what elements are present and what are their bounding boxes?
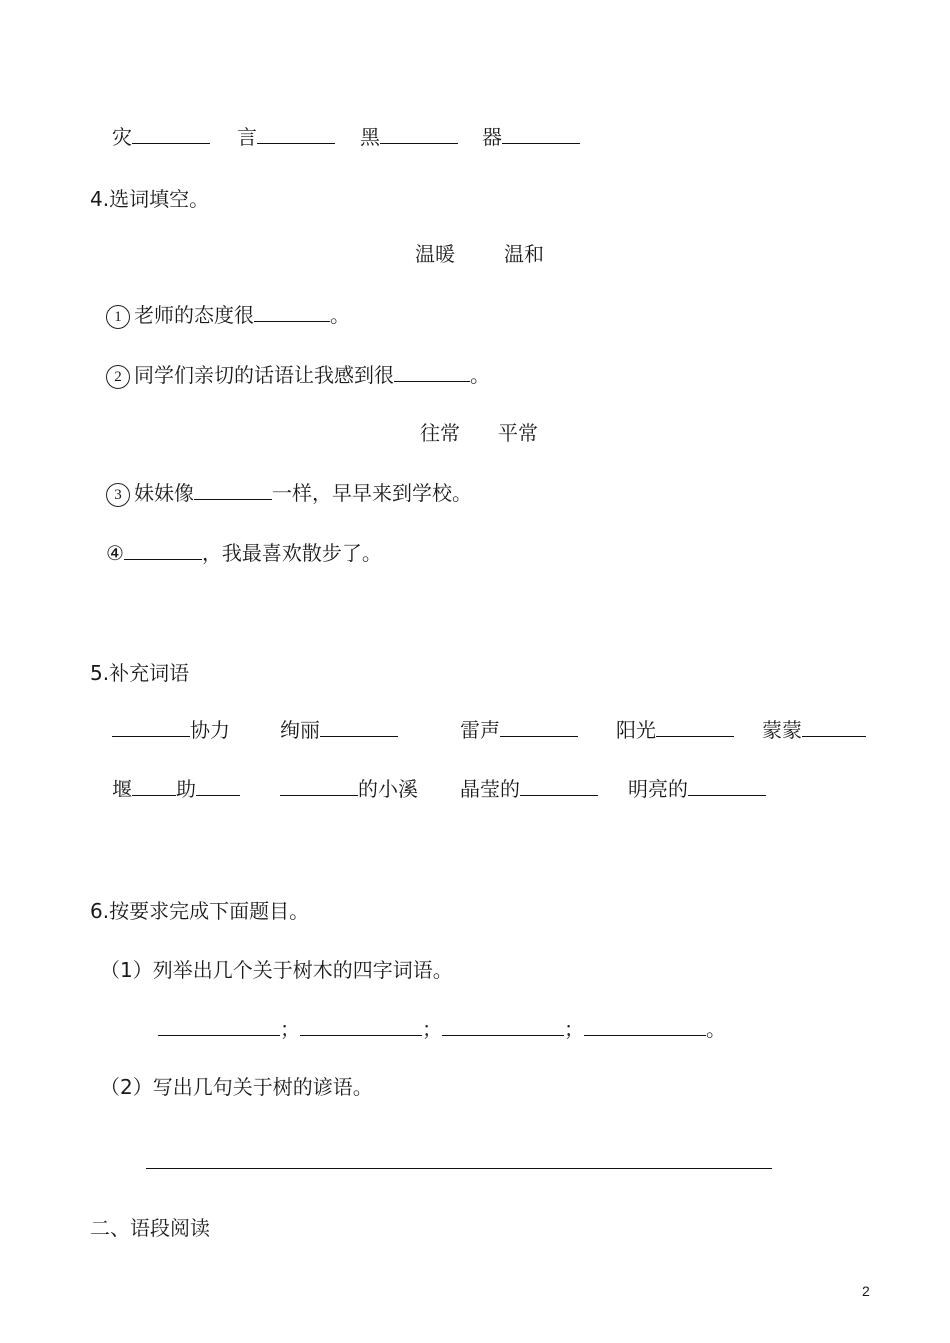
blank[interactable] bbox=[257, 125, 335, 144]
blank[interactable] bbox=[802, 718, 866, 737]
q4-item-3 bbox=[106, 480, 472, 507]
q5-word-text: 绚丽 bbox=[280, 718, 320, 742]
q5-word bbox=[460, 717, 578, 743]
blank[interactable] bbox=[280, 777, 358, 796]
blank[interactable] bbox=[394, 363, 470, 382]
q6-sub-1: （1）列举出几个关于树木的四字词语。 bbox=[100, 958, 453, 982]
separator: ； bbox=[280, 1017, 300, 1041]
word-choice-wangchang: 往常 bbox=[420, 421, 460, 445]
blank[interactable] bbox=[112, 718, 190, 737]
q5-word bbox=[460, 776, 598, 802]
q5-word-text: 蒙蒙 bbox=[762, 718, 802, 742]
circled-number: 1 bbox=[106, 305, 130, 329]
q5-word-text: 助 bbox=[176, 777, 196, 801]
blank[interactable] bbox=[194, 481, 272, 500]
circled-number: ④ bbox=[106, 541, 124, 565]
word-fill-row bbox=[112, 124, 210, 150]
blank[interactable] bbox=[688, 777, 766, 796]
blank[interactable] bbox=[520, 777, 598, 796]
q5-word bbox=[628, 776, 766, 802]
q5-word bbox=[112, 776, 240, 802]
q4-item-4-text: ，我最喜欢散步了。 bbox=[201, 541, 382, 565]
question-6-title: 6.按要求完成下面题目。 bbox=[90, 899, 310, 923]
blank[interactable] bbox=[132, 125, 210, 144]
punct: 。 bbox=[470, 363, 490, 387]
q5-word bbox=[762, 717, 866, 743]
blank[interactable] bbox=[584, 1017, 706, 1036]
word-fill-row bbox=[237, 124, 335, 150]
separator: ； bbox=[422, 1017, 442, 1041]
q5-word bbox=[280, 717, 398, 743]
q4-item-2 bbox=[106, 362, 490, 389]
separator: ； bbox=[564, 1017, 584, 1041]
blank[interactable] bbox=[132, 777, 176, 796]
q5-word bbox=[280, 776, 418, 802]
q4-item-3-text: 妹妹像 bbox=[134, 481, 194, 505]
blank[interactable] bbox=[158, 1017, 280, 1036]
end-punct: 。 bbox=[706, 1017, 726, 1041]
blank[interactable] bbox=[500, 718, 578, 737]
blank[interactable] bbox=[300, 1017, 422, 1036]
q4-item-3-text-after: 一样，早早来到学校。 bbox=[272, 481, 472, 505]
word-fill-row bbox=[482, 124, 580, 150]
question-5-title: 5.补充词语 bbox=[90, 661, 190, 685]
question-4-title: 4.选词填空。 bbox=[90, 187, 210, 211]
q5-word-text: 堰 bbox=[112, 777, 132, 801]
circled-number: 3 bbox=[106, 483, 130, 507]
q4-item-2-text: 同学们亲切的话语让我感到很 bbox=[134, 363, 394, 387]
char-hei: 黑 bbox=[360, 125, 380, 149]
char-yan: 言 bbox=[237, 125, 257, 149]
blank[interactable] bbox=[442, 1017, 564, 1036]
blank[interactable] bbox=[320, 718, 398, 737]
blank[interactable] bbox=[380, 125, 458, 144]
char-qi: 器 bbox=[482, 125, 502, 149]
q5-word-text: 晶莹的 bbox=[460, 777, 520, 801]
q5-word-text: 的小溪 bbox=[358, 777, 418, 801]
q5-word-text: 阳光 bbox=[616, 718, 656, 742]
word-fill-row bbox=[360, 124, 458, 150]
section-2-heading: 二、语段阅读 bbox=[90, 1216, 210, 1240]
q5-word-text: 雷声 bbox=[460, 718, 500, 742]
word-choice-wenhe: 温和 bbox=[504, 242, 544, 266]
blank[interactable] bbox=[124, 541, 202, 560]
q6-sub-2: （2）写出几句关于树的谚语。 bbox=[100, 1075, 373, 1099]
q4-item-1-text: 老师的态度很 bbox=[134, 303, 254, 327]
blank[interactable] bbox=[656, 718, 734, 737]
q6-answer-row bbox=[158, 1016, 726, 1042]
q4-item-4 bbox=[106, 540, 382, 566]
word-choice-pingchang: 平常 bbox=[498, 421, 538, 445]
word-choice-wennuan: 温暖 bbox=[415, 242, 455, 266]
q5-word-text: 明亮的 bbox=[628, 777, 688, 801]
q5-word bbox=[616, 717, 734, 743]
char-zai: 灾 bbox=[112, 125, 132, 149]
blank[interactable] bbox=[196, 777, 240, 796]
blank[interactable] bbox=[502, 125, 580, 144]
blank[interactable] bbox=[254, 303, 330, 322]
q5-word bbox=[112, 717, 230, 743]
punct: 。 bbox=[330, 303, 350, 327]
page-number: 2 bbox=[862, 1283, 870, 1299]
answer-line[interactable] bbox=[146, 1168, 772, 1169]
q4-item-1 bbox=[106, 302, 350, 329]
circled-number: 2 bbox=[106, 365, 130, 389]
q5-word-text: 协力 bbox=[190, 718, 230, 742]
